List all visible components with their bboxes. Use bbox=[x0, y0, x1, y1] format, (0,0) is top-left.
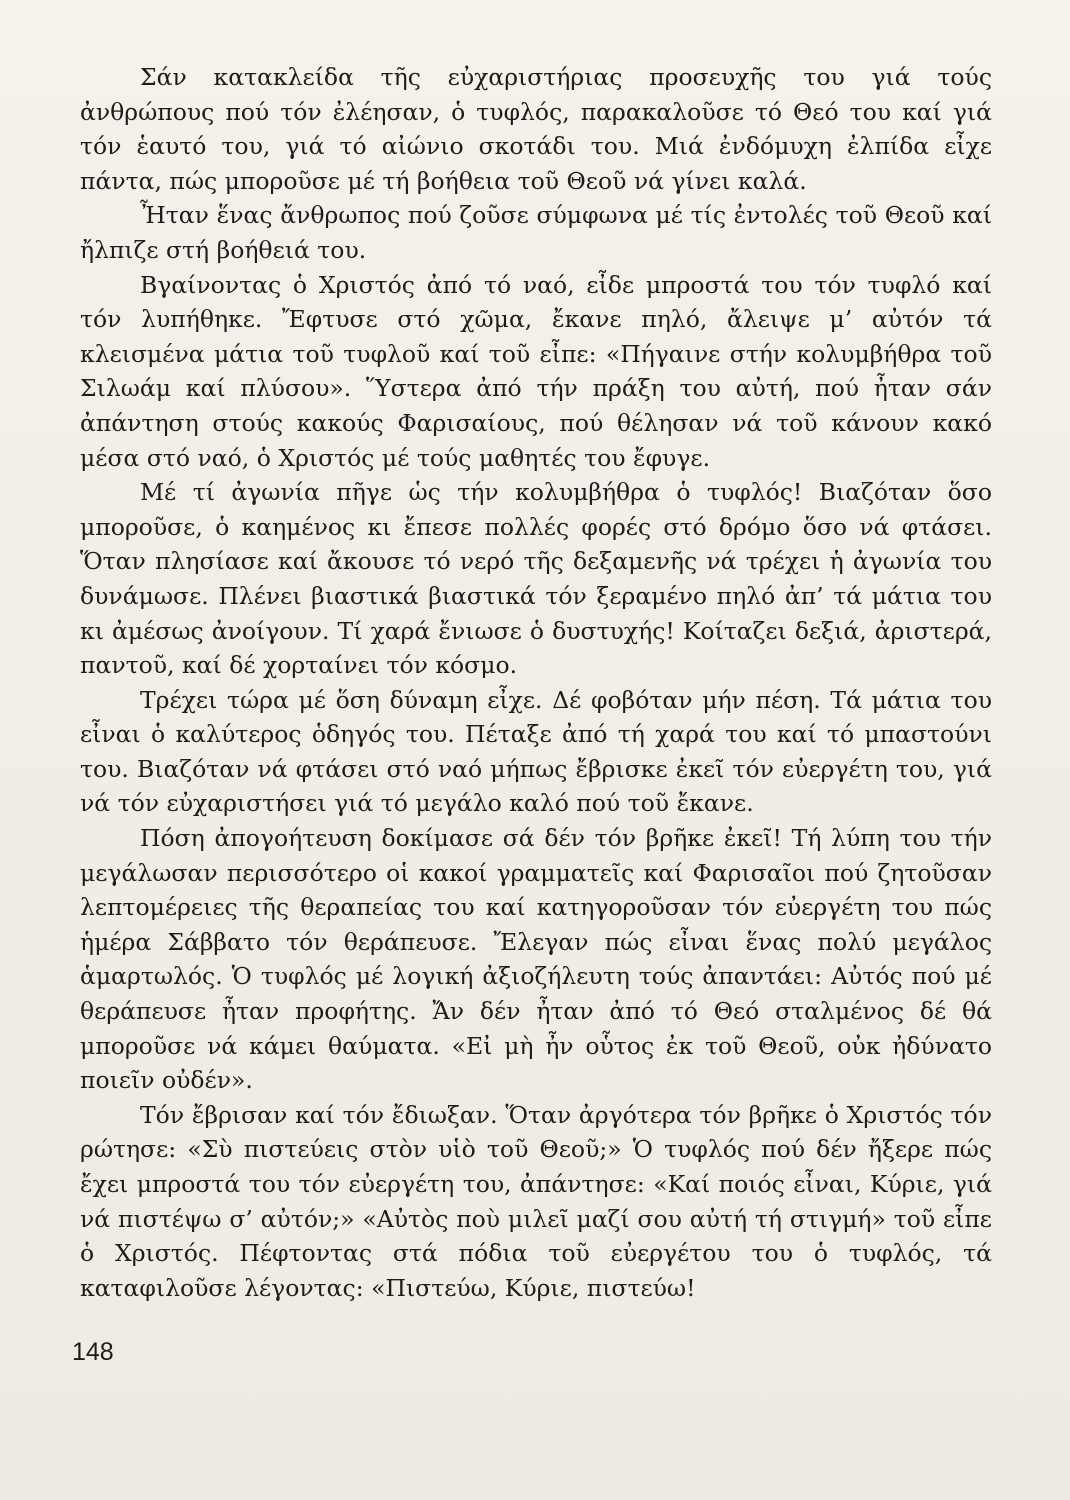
paragraph: Τρέχει τώρα μέ ὅση δύναμη εἶχε. Δέ φοβόταν μήν πέση. Τά μάτια του εἶναι ὁ καλύτερος ὁδηγός του. Πέταξε ἀπό τή χαρά του καί τό μπαστούνι του. Βιαζόταν νά φτάσει στό ναό μήπως ἔβρισκε ἐκεῖ τόν εὐεργέτη του, γιά νά τόν εὐχαριστήσει γιά τό μεγάλο καλό πού τοῦ ἔκανε. bbox=[80, 685, 992, 818]
paragraph: Πόση ἀπογοήτευση δοκίμασε σά δέν τόν βρῆκε ἐκεῖ! Τή λύπη του τήν μεγάλωσαν περισσότερο οἱ κακοί γραμματεῖς καί Φαρισαῖοι πού ζητοῦσαν λεπτομέρειες τῆς θεραπείας του καί κατηγοροῦσαν τόν εὐεργέτη του πώς ἡμέρα Σάββατο τόν θεράπευσε. Ἔλεγαν πώς εἶναι ἕνας πολύ μεγάλος ἁμαρτωλός. Ὁ τυφλός μέ λογική ἀξιοζήλευτη τούς ἀπαντάει: Αὐτός πού μέ θεράπευσε ἦταν προφήτης. Ἄν δέν ἦταν ἀπό τό Θεό σταλμένος δέ θά μποροῦσε νά κάμει θαύματα. «Εἰ μὴ ἦν οὗτος ἐκ τοῦ Θεοῦ, οὐκ ἠδύνατο ποιεῖν οὐδέν». bbox=[80, 824, 992, 1095]
paragraph: Μέ τί ἀγωνία πῆγε ὡς τήν κολυμβήθρα ὁ τυφλός! Βιαζόταν ὅσο μποροῦσε, ὁ καημένος κι ἔπεσε πολλές φορές στό δρόμο ὅσο νά φτάσει. Ὅταν πλησίασε καί ἄκουσε τό νερό τῆς δεξαμενῆς νά τρέχει ἡ ἀγωνία του δυνάμωσε. Πλένει βιαστικά βιαστικά τόν ξεραμένο πηλό ἀπ’ τά μάτια του κι ἀμέσως ἀνοίγουν. Τί χαρά ἔνιωσε ὁ δυστυχής! Κοίταζει δεξιά, ἀριστερά, παντοῦ, καί δέ χορταίνει τόν κόσμο. bbox=[80, 478, 992, 680]
paragraph: Τόν ἔβρισαν καί τόν ἔδιωξαν. Ὅταν ἀργότερα τόν βρῆκε ὁ Χριστός τόν ρώτησε: «Σὺ πιστεύεις στὸν υἱὸ τοῦ Θεοῦ;» Ὁ τυφλός πού δέν ἤξερε πώς ἔχει μπροστά του τόν εὐεργέτη του, ἀπάντησε: «Καί ποιός εἶναι, Κύριε, γιά νά πιστέψω σ’ αὐτόν;» «Αὐτὸς ποὺ μιλεῖ μαζί σου αὐτή τή στιγμή» τοῦ εἶπε ὁ Χριστός. Πέφτοντας στά πόδια τοῦ εὐεργέτου του ὁ τυφλός, τά καταφιλοῦσε λέγοντας: «Πιστεύω, Κύριε, πιστεύω! bbox=[80, 1100, 992, 1302]
body-text bbox=[80, 60, 992, 1305]
paragraph: Ἦταν ἕνας ἄνθρωπος πού ζοῦσε σύμφωνα μέ τίς ἐντολές τοῦ Θεοῦ καί ἤλπιζε στή βοήθειά του. bbox=[80, 201, 992, 264]
paragraph: Σάν κατακλείδα τῆς εὐχαριστήριας προσευχῆς του γιά τούς ἀνθρώπους πού τόν ἐλέησαν, ὁ τυφλός, παρακαλοῦσε τό Θεό του καί γιά τόν ἑαυτό του, γιά τό αἰώνιο σκοτάδι του. Μιά ἐνδόμυχη ἐλπίδα εἶχε πάντα, πώς μποροῦσε μέ τή βοήθεια τοῦ Θεοῦ νά γίνει καλά. bbox=[80, 63, 992, 195]
page-number: 148 bbox=[72, 1338, 114, 1366]
paragraph: Βγαίνοντας ὁ Χριστός ἀπό τό ναό, εἶδε μπροστά του τόν τυφλό καί τόν λυπήθηκε. Ἔφτυσε στό χῶμα, ἔκανε πηλό, ἄλειψε μ’ αὐτόν τά κλεισμένα μάτια τοῦ τυφλοῦ καί τοῦ εἶπε: «Πήγαινε στήν κολυμβήθρα τοῦ Σιλωάμ καί πλύσου». Ὕστερα ἀπό τήν πράξη του αὐτή, πού ἦταν σάν ἀπάντηση στούς κακούς Φαρισαίους, πού θέλησαν νά τοῦ κάνουν κακό μέσα στό ναό, ὁ Χριστός μέ τούς μαθητές του ἔφυγε. bbox=[80, 270, 992, 472]
